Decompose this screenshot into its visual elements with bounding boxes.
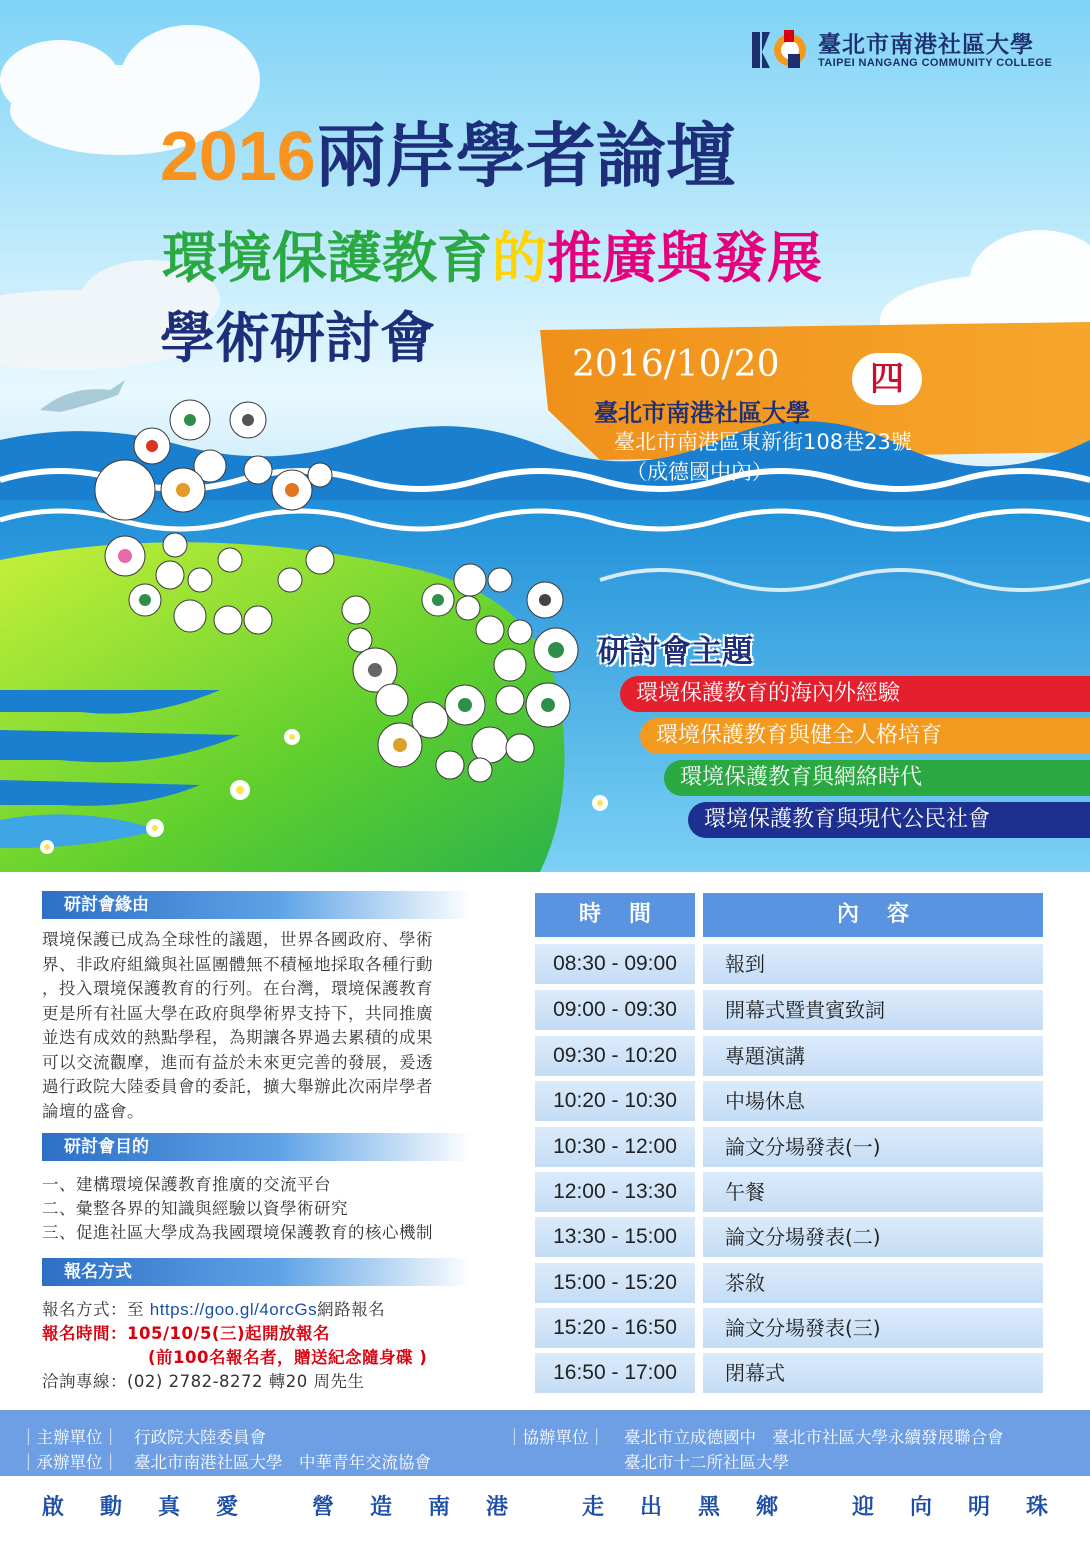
origin-line: 界、非政府組織與社區團體無不積極地採取各種行動	[42, 954, 433, 974]
schedule-time: 08:30 - 09:00	[535, 944, 695, 984]
college-name: 臺北市南港社區大學	[818, 32, 1034, 58]
event-address-note: （成德國中內）	[626, 460, 773, 484]
co-organizer-label: ｜協辦單位｜	[506, 1428, 605, 1447]
schedule-time: 13:30 - 15:00	[535, 1217, 695, 1257]
schedule-time: 09:30 - 10:20	[535, 1036, 695, 1076]
main-title	[160, 100, 736, 201]
registration-gift: (前100名報名者，贈送紀念隨身碟 )	[148, 1348, 428, 1367]
purpose-item: 二、彙整各界的知識與經驗以資學術研究	[42, 1199, 348, 1218]
schedule-time: 12:00 - 13:30	[535, 1172, 695, 1212]
schedule-time: 09:00 - 09:30	[535, 990, 695, 1030]
origin-line: 更是所有社區大學在政府與學術界支持下，共同推廣	[42, 1003, 433, 1023]
schedule-content: 中場休息	[703, 1081, 1043, 1121]
subtitle-part-2: 的	[492, 226, 548, 290]
slogan: 走出黑鄉	[582, 1495, 815, 1520]
schedule-content: 開幕式暨貴賓致詞	[703, 990, 1043, 1030]
origin-text	[42, 928, 494, 1124]
registration-method-suffix: 網路報名	[317, 1300, 386, 1319]
registration-method-label: 報名方式：至	[42, 1300, 150, 1319]
host-name: 行政院大陸委員會	[134, 1428, 266, 1447]
schedule-time: 15:20 - 16:50	[535, 1308, 695, 1348]
origin-line: 環境保護已成為全球性的議題，世界各國政府、學術	[42, 930, 433, 949]
co-organizer-name: 臺北市十二所社區大學	[624, 1453, 789, 1472]
registration-heading: 報名方式	[42, 1258, 472, 1286]
event-date: 2016/10/20	[572, 344, 780, 385]
purpose-item: 三、促進社區大學成為我國環境保護教育的核心機制	[42, 1223, 433, 1242]
registration-time: 報名時間：105/10/5(三)起開放報名	[42, 1324, 331, 1343]
theme-item: 環境保護教育的海內外經驗	[620, 676, 1090, 712]
schedule-content: 報到	[703, 944, 1043, 984]
title-forum: 兩岸學者論壇	[315, 115, 736, 197]
college-logo-icon	[752, 26, 810, 74]
schedule-content: 論文分場發表(二)	[703, 1217, 1043, 1257]
co-organizer-name: 臺北市立成德國中 臺北市社區大學永續發展聯合會	[624, 1428, 1004, 1447]
event-address: 臺北市南港區東新街108巷23號	[614, 430, 912, 454]
schedule-time: 10:20 - 10:30	[535, 1081, 695, 1121]
title-year: 2016	[160, 117, 316, 195]
organizer-name: 臺北市南港社區大學 中華青年交流協會	[134, 1453, 431, 1472]
schedule-content: 閉幕式	[703, 1353, 1043, 1393]
schedule-content: 專題演講	[703, 1036, 1043, 1076]
schedule-content: 午餐	[703, 1172, 1043, 1212]
origin-line: 並迭有成效的熱點學程，為期讓各界過去累積的成果	[42, 1028, 433, 1047]
theme-item: 環境保護教育與網絡時代	[664, 760, 1090, 796]
schedule-time: 16:50 - 17:00	[535, 1353, 695, 1393]
registration-contact: 洽詢專線：(02) 2782-8272 轉20 周先生	[42, 1372, 365, 1391]
registration-link[interactable]: https://goo.gl/4orcGs	[149, 1300, 318, 1319]
schedule-content: 論文分場發表(三)	[703, 1308, 1043, 1348]
theme-item: 環境保護教育與健全人格培育	[640, 718, 1090, 754]
origin-line: 過行政院大陸委員會的委託，擴大舉辦此次兩岸學者	[42, 1077, 433, 1096]
theme-item: 環境保護教育與現代公民社會	[688, 802, 1090, 838]
themes-heading: 研討會主題	[598, 634, 753, 670]
organizer-label: ｜承辦單位｜	[20, 1453, 119, 1472]
event-venue: 臺北市南港社區大學	[594, 399, 810, 427]
purpose-heading: 研討會目的	[42, 1133, 472, 1161]
schedule-time: 10:30 - 12:00	[535, 1127, 695, 1167]
schedule-time: 15:00 - 15:20	[535, 1263, 695, 1303]
origin-heading: 研討會緣由	[42, 891, 472, 919]
schedule-header-time: 時間	[535, 893, 695, 937]
schedule-content: 茶敘	[703, 1263, 1043, 1303]
schedule-header-content: 內容	[703, 893, 1043, 937]
subtitle-part-1: 環境保護教育	[162, 226, 493, 290]
college-logo	[752, 26, 1072, 76]
host-label: ｜主辦單位｜	[20, 1428, 119, 1447]
origin-line: 可以交流觀摩，進而有益於未來更完善的發展，爰透	[42, 1052, 433, 1072]
subtitle	[162, 214, 822, 293]
subtitle-part-3: 推廣與發展	[547, 226, 823, 290]
slogan: 營造南港	[312, 1495, 545, 1520]
symposium-title: 學術研討會	[160, 306, 436, 370]
event-weekday-badge: 四	[852, 353, 922, 405]
origin-line: 論壇的盛會。	[42, 1101, 144, 1121]
slogan: 啟動真愛	[42, 1495, 275, 1520]
slogan: 迎向明珠	[852, 1495, 1085, 1520]
schedule-content: 論文分場發表(一)	[703, 1127, 1043, 1167]
college-name-english: TAIPEI NANGANG COMMUNITY COLLEGE	[818, 57, 1053, 69]
purpose-item: 一、建構環境保護教育推廣的交流平台	[42, 1175, 331, 1194]
registration-method	[42, 1296, 385, 1320]
origin-line: ，投入環境保護教育的行列。在台灣，環境保護教育	[42, 979, 433, 998]
